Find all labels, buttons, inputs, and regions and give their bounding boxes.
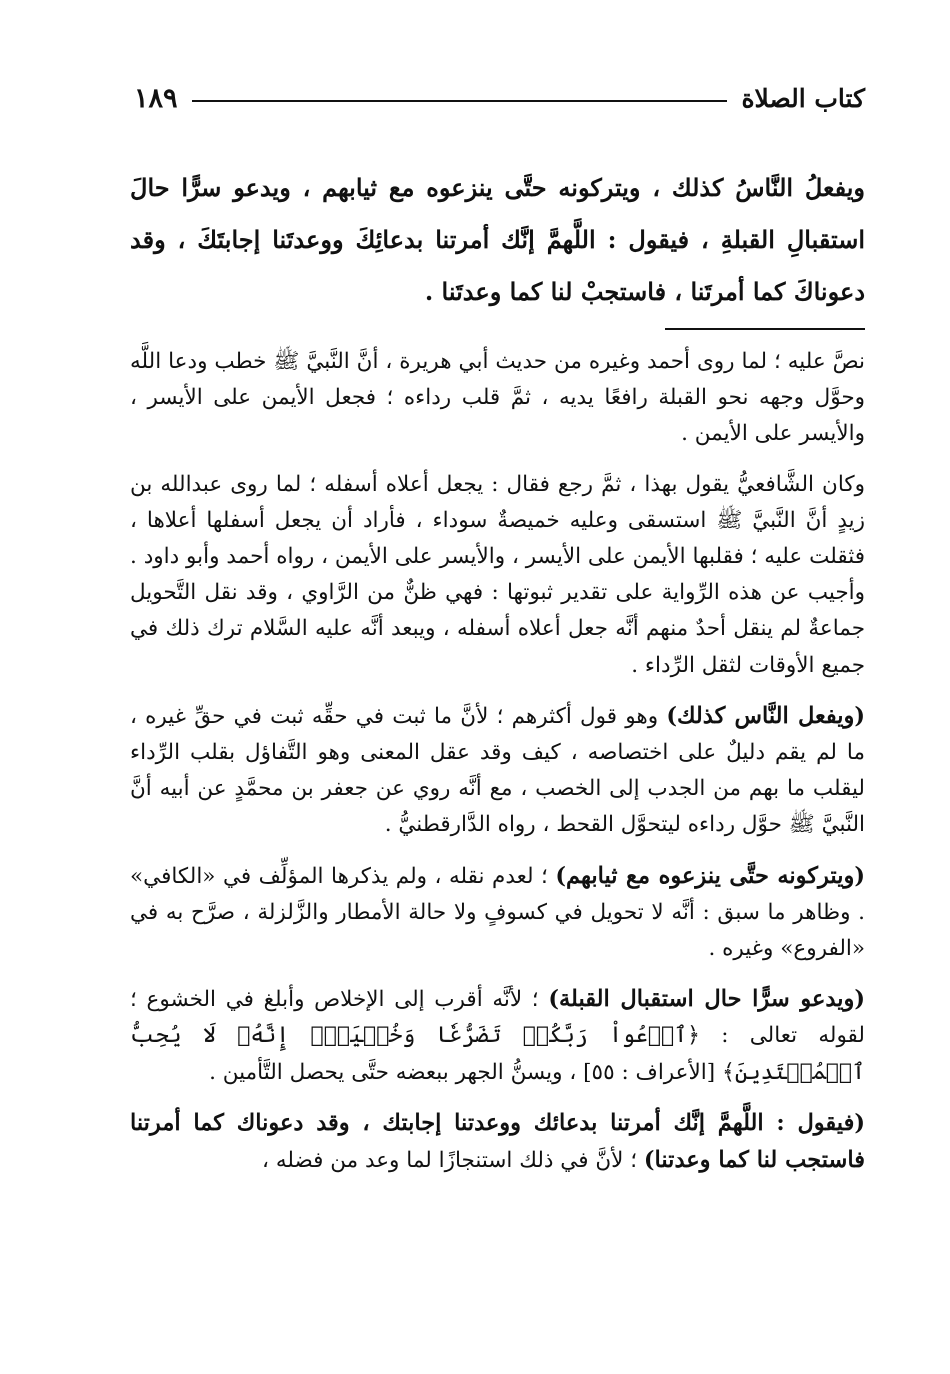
matn-quote: (ويدعو سرًّا حال استقبال القبلة) xyxy=(548,986,865,1013)
matn-quote: (فيقول : اللَّهمَّ إنَّك أمرتنا بدعائك ووعدتنا إجابتك ، وقد دعوناك كما أمرتنا فاستجب لنا كما وعدتنا) xyxy=(130,1109,865,1174)
page-header xyxy=(130,78,865,118)
commentary-paragraph-2 xyxy=(130,467,865,684)
paragraph-text: نصَّ عليه ؛ لما روى أحمد وغيره من حديث أبي هريرة ، أنَّ النَّبيَّ ﷺ خطب ودعا اللَّه وحوَّل وجهه نحو القبلة رافعًا يديه ، ثمَّ قلب رداءه ؛ فجعل الأيمن على الأيسر ، والأيسر على الأيمن . xyxy=(130,349,865,447)
quran-verse: ﴿ٱدۡعُواْ رَبَّكُمۡ تَضَرُّعٗا وَخُفۡيَةًۚ إِنَّهُۥ لَا يُحِبُّ ٱلۡمُعۡتَدِينَ﴾ xyxy=(130,1023,865,1085)
matn-separator xyxy=(665,328,865,330)
paragraph-text: وكان الشَّافعيُّ يقول بهذا ، ثمَّ رجع فقال : يجعل أعلاه أسفله ؛ لما روى عبدالله بن زيدٍ أنَّ النَّبيَّ ﷺ استسقى وعليه خميصةٌ سوداء ، فأراد أن يجعل أسفلها أعلاها ، فثقلت عليه ؛ فقلبها الأيمن على الأيسر ، والأيسر على الأيمن ، رواه أحمد وأبو داود . وأجيب عن هذه الرِّواية على تقدير ثبوتها : فهي ظنٌّ من الرَّاوي ، وقد نقل التَّحويل جماعةٌ لم ينقل أحدٌ منهم أنَّه جعل أعلاه أسفله ، ويبعد أنَّه عليه السَّلام ترك ذلك في جميع الأوقات لثقل الرِّداء . xyxy=(130,471,865,678)
commentary-paragraph-1 xyxy=(130,344,865,453)
commentary-paragraph-5 xyxy=(130,981,865,1091)
paragraph-text-cont: [الأعراف : ٥٥] ، ويسنُّ الجهر ببعضه حتَّى يحصل التَّأمين . xyxy=(209,1059,722,1085)
paragraph-text: ؛ لأنَّه أقرب إلى الإخلاص وأبلغ في الخشوع ؛ لقوله تعالى : xyxy=(130,987,865,1049)
commentary-paragraph-3 xyxy=(130,698,865,844)
page-number: ١٨٩ xyxy=(134,82,178,114)
commentary-paragraph-4 xyxy=(130,858,865,968)
header-rule xyxy=(192,100,728,102)
commentary-paragraph-6 xyxy=(130,1105,865,1179)
matn-text: ويفعلُ النَّاسُ كذلك ، ويتركونه حتَّى ينزعوه مع ثيابهم ، ويدعو سرًّا حالَ استقبالِ القبلةِ ، فيقول : اللَّهمَّ إنَّك أمرتنا بدعائِكَ ووعدتَنا إجابتَكَ ، وقد دعوناكَ كما أمرتَنا ، فاستجبْ لنا كما وعدتَنا . xyxy=(130,173,865,306)
paragraph-text: ؛ لأنَّ في ذلك استنجازًا لما وعد من فضله ، xyxy=(262,1148,644,1174)
matn-quote: (ويتركونه حتَّى ينزعوه مع ثيابهم) xyxy=(555,862,865,889)
page-body xyxy=(130,162,865,1193)
paragraph-text: ؛ لعدم نقله ، ولم يذكرها المؤلِّف في «الكافي» . وظاهر ما سبق : أنَّه لا تحويل في كسوفٍ ولا حالة الأمطار والزَّلزلة ، صرَّح به في «الفروع» وغيره . xyxy=(130,863,865,962)
paragraph-text: وهو قول أكثرهم ؛ لأنَّ ما ثبت في حقِّه ثبت في حقِّ غيره ، ما لم يقم دليلٌ على اختصاصه ، كيف وقد عقل المعنى وهو التَّفاؤل بقلب الرِّداء ليقلب ما بهم من الجدب إلى الخصب ، مع أنَّه روي عن جعفر بن محمَّدٍ عن أبيه أنَّ النَّبيَّ ﷺ حوَّل رداءه ليتحوَّل القحط ، رواه الدَّارقطنيُّ . xyxy=(130,703,865,838)
matn-quote: (ويفعل النَّاس كذلك) xyxy=(666,702,865,729)
running-title: كتاب الصلاة xyxy=(741,83,865,113)
